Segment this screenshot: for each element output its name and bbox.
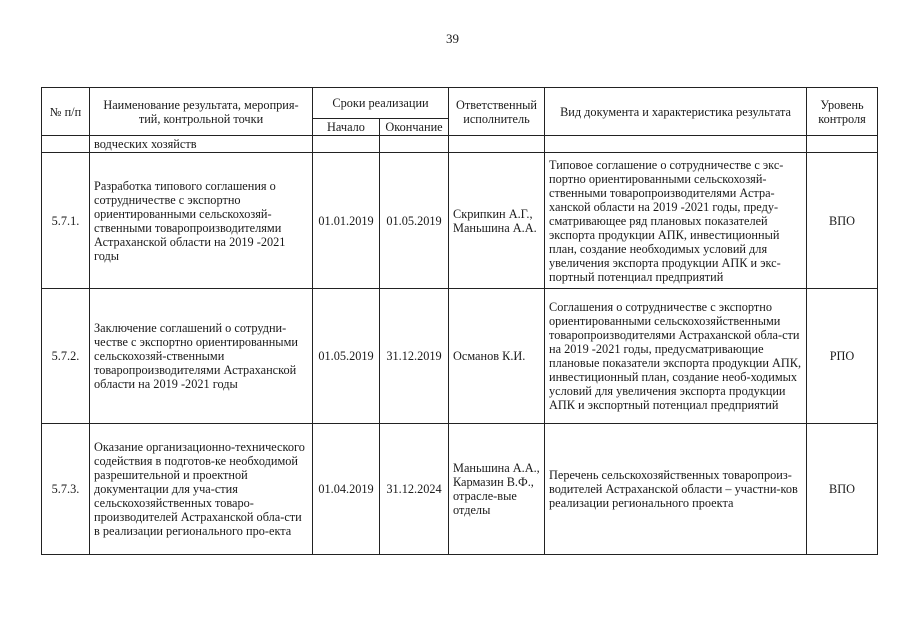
header-responsible: Ответственный исполнитель xyxy=(449,88,545,136)
row-responsible: Скрипкин А.Г., Маньшина А.А. xyxy=(449,153,545,289)
row-document: Соглашения о сотрудничестве с экспортно ориентированными сельскохозяйственными товаропроизводителями Астраханской обла-сти на 2019 -2021 годы, предусматривающие плановые показатели экспорта продукции АПК, инвестиционный план, создание необ-ходимых условий для увеличения экспорта продукции АПК и экспортный потенциал предприятий xyxy=(545,289,807,424)
row-start: 01.04.2019 xyxy=(313,424,380,555)
row-document: Типовое соглашение о сотрудничестве с экс-портно ориентированными сельскохозяй-ственными товаропроизводителями Астра-ханской области на 2019 -2021 годы, преду-сматривающее ряд плановых показателей экспорта продукции АПК, инвестиционный план, создание необходимых условий для увеличения экспорта продукции АПК и экс-портный потенциал предприятий xyxy=(545,153,807,289)
row-responsible: Маньшина А.А., Кармазин В.Ф., отрасле-вые отделы xyxy=(449,424,545,555)
continuation-row xyxy=(42,136,878,153)
row-name: Разработка типового соглашения о сотрудничестве с экспортно ориентированными сельскохозяй-ственными товаропроизводителями Астраханской области на 2019 -2021 годы xyxy=(90,153,313,289)
row-num: 5.7.1. xyxy=(42,153,90,289)
row-level: РПО xyxy=(807,289,878,424)
header-end: Окончание xyxy=(380,119,449,136)
row-name: Оказание организационно-технического содействия в подготов-ке необходимой разрешительной и проектной документации для уча-стия сельскохозяйственных товаро-производителей Астраханской обла-сти в реализации регионального про-екта xyxy=(90,424,313,555)
row-start: 01.01.2019 xyxy=(313,153,380,289)
table-row xyxy=(42,289,878,424)
page-number: 39 xyxy=(446,31,459,46)
table-row xyxy=(42,153,878,289)
row-num: 5.7.2. xyxy=(42,289,90,424)
row-level: ВПО xyxy=(807,424,878,555)
row-start: 01.05.2019 xyxy=(313,289,380,424)
header-document: Вид документа и характеристика результата xyxy=(545,88,807,136)
row-end: 01.05.2019 xyxy=(380,153,449,289)
row-end: 31.12.2019 xyxy=(380,289,449,424)
implementation-plan-table xyxy=(41,87,878,555)
row-document: Перечень сельскохозяйственных товаропроиз-водителей Астраханской области – участни-ков реализации регионального проекта xyxy=(545,424,807,555)
row-num: 5.7.3. xyxy=(42,424,90,555)
row-level: ВПО xyxy=(807,153,878,289)
header-start: Начало xyxy=(313,119,380,136)
header-period: Сроки реализации xyxy=(313,88,449,119)
table-header-row xyxy=(42,88,878,119)
row-name: Заключение соглашений о сотрудни-честве с экспортно ориентированными сельскохозяй-ственными товаропроизводителями Астраханской области на 2019 -2021 годы xyxy=(90,289,313,424)
header-level: Уровень контроля xyxy=(807,88,878,136)
header-name: Наименование результата, мероприя-тий, контрольной точки xyxy=(90,88,313,136)
continuation-text: водческих хозяйств xyxy=(90,136,313,153)
table-row xyxy=(42,424,878,555)
header-num: № п/п xyxy=(42,88,90,136)
row-responsible: Османов К.И. xyxy=(449,289,545,424)
row-end: 31.12.2024 xyxy=(380,424,449,555)
